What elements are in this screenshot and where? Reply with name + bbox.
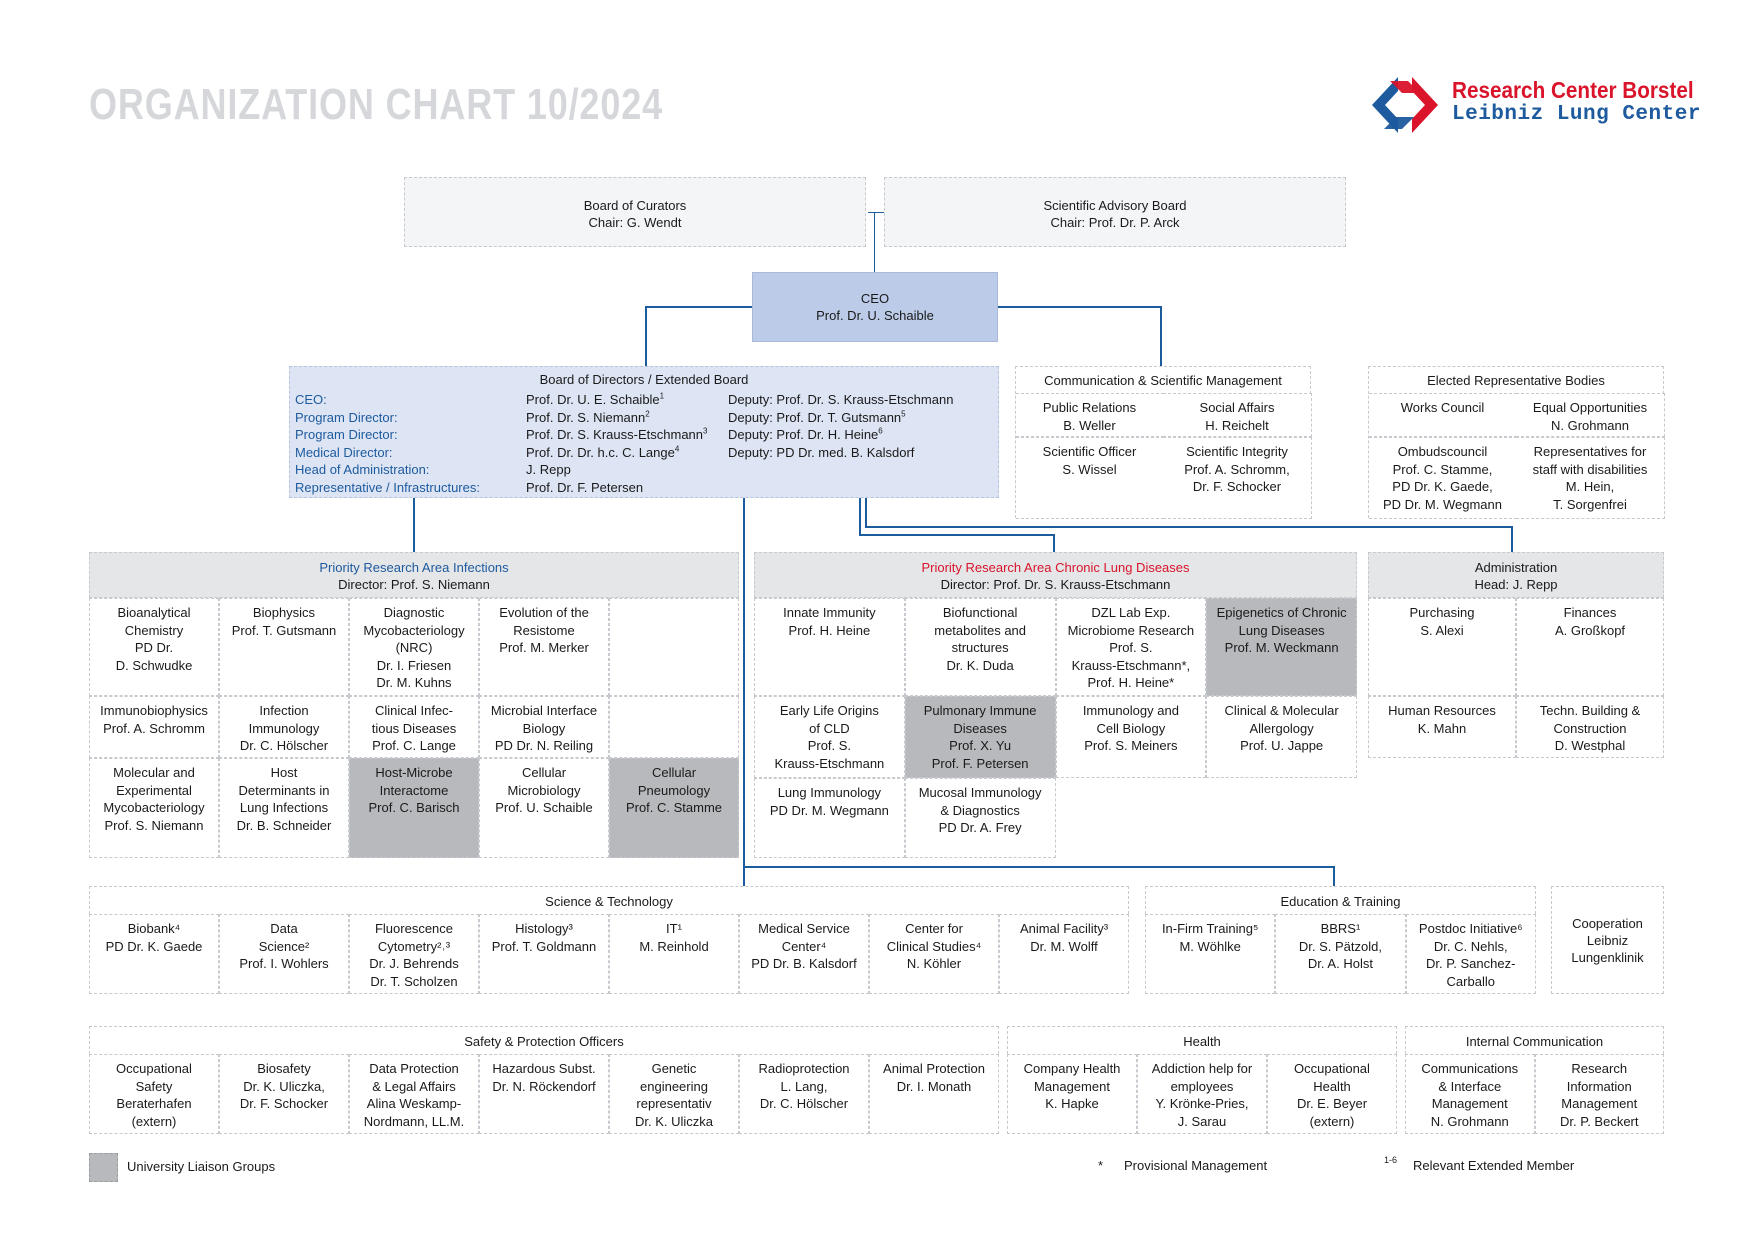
- infections-cell-line: Resistome: [513, 622, 575, 638]
- health-cell-line: K. Hapke: [1045, 1096, 1099, 1111]
- scitech-cell-4: [479, 914, 609, 994]
- chronic-cell-line: Clinical & Molecular: [1224, 703, 1339, 718]
- chronic-cell-line: Biofunctional: [942, 605, 1018, 620]
- comm-cell-2: [1163, 393, 1312, 437]
- comm-cell-3: [1016, 437, 1164, 519]
- safety-cell-line: Occupational: [116, 1061, 192, 1076]
- internal-cell-1: [1405, 1054, 1535, 1134]
- scitech-cell-line: IT¹: [666, 921, 682, 936]
- safety-cell-line: representativ: [636, 1096, 712, 1111]
- elected-cell-person-line: PD Dr. M. Wegmann: [1383, 496, 1502, 512]
- chronic-cell-line: Innate Immunity: [783, 605, 876, 620]
- infections-cell-line: Prof. U. Schaible: [495, 800, 593, 815]
- scientific-advisory-board: [884, 177, 1346, 247]
- chronic-cell-line: Diseases: [953, 720, 1007, 736]
- scitech-cell-line: Prof. I. Wohlers: [239, 956, 329, 971]
- comm-title: Communication & Scientific Management: [1044, 373, 1282, 388]
- infections-cell-3: [349, 598, 479, 696]
- infections-cell-5: [89, 696, 219, 758]
- chronic-cell-line: metabolites and: [934, 622, 1027, 638]
- chronic-cell-line: Prof. X. Yu: [949, 738, 1012, 753]
- admin-cell-line: Purchasing: [1409, 605, 1475, 620]
- admin-header: [1368, 552, 1664, 598]
- board-member: Prof. Dr. S. Krauss-Etschmann$^3$: [526, 426, 708, 442]
- chronic-cell-10: [905, 778, 1056, 858]
- internal-title: Internal Communication: [1465, 1034, 1604, 1049]
- chronic-cell-line: Prof. S.: [807, 738, 852, 753]
- scitech-cell-line: Animal Facility³: [1019, 921, 1109, 936]
- scitech-cell-line: PD Dr. B. Kalsdorf: [751, 956, 857, 971]
- health-cell-line: Addiction help for: [1151, 1061, 1253, 1076]
- internal-cell-line: N. Grohmann: [1430, 1113, 1509, 1129]
- infections-cell-line: Determinants in: [238, 782, 330, 798]
- logo-line2: Leibniz Lung Center: [1452, 103, 1701, 126]
- chronic-cell-line: of CLD: [809, 720, 850, 736]
- elected-cell-title-line: Equal Opportunities: [1532, 400, 1648, 415]
- infections-cell-9: [89, 758, 219, 858]
- safety-cell-6: [739, 1054, 869, 1134]
- board-of-curators: [404, 177, 866, 247]
- admin-cell-line: Human Resources: [1388, 703, 1496, 718]
- scitech-cell-3: [349, 914, 479, 994]
- comm-cell-title-line: Scientific Integrity: [1186, 444, 1288, 459]
- education-cell-line: BBRS¹: [1320, 921, 1361, 936]
- ceo-name: Prof. Dr. U. Schaible: [816, 308, 934, 323]
- infections-cell-line: Chemistry: [124, 622, 184, 638]
- scitech-cell-line: Center⁴: [781, 938, 827, 954]
- elected-cell-2: [1516, 393, 1665, 437]
- infections-cell-line: D. Schwudke: [115, 657, 193, 673]
- cooperation-line: Cooperation: [1572, 916, 1643, 931]
- comm-cell-person-line: S. Wissel: [1062, 461, 1117, 477]
- infections-cell-line: Mycobacteriology: [103, 800, 205, 815]
- infections-cell-line: PD Dr.: [134, 640, 174, 655]
- advisory-chair: Chair: Prof. Dr. P. Arck: [1050, 215, 1180, 230]
- chronic-cell-line: Pulmonary Immune: [923, 703, 1037, 718]
- scitech-cell-line: Clinical Studies⁴: [886, 938, 982, 954]
- infections-cell-line: Mycobacteriology: [363, 622, 465, 638]
- infections-cell-2: [219, 598, 349, 696]
- infections-cell-line: Biology: [522, 720, 566, 736]
- chronic-cell-line: Prof. F. Petersen: [931, 755, 1029, 771]
- board-deputy: Deputy: Prof. Dr. S. Krauss-Etschmann: [728, 392, 954, 407]
- safety-cell-line: L. Lang,: [780, 1078, 828, 1094]
- scitech-cell-line: Prof. T. Goldmann: [491, 938, 597, 954]
- comm-cell-person-line: H. Reichelt: [1205, 417, 1269, 433]
- infections-cell-line: tious Diseases: [371, 720, 457, 736]
- chronic-director: Director: Prof. Dr. S. Krauss-Etschmann: [940, 577, 1171, 592]
- chronic-cell-4: [1206, 598, 1357, 696]
- safety-cell-line: Alina Weskamp-: [366, 1096, 462, 1111]
- safety-cell-line: & Legal Affairs: [372, 1078, 456, 1094]
- comm-cell-4: [1163, 437, 1312, 519]
- education-cell-line: M. Wöhlke: [1179, 938, 1241, 954]
- board-member: Prof. Dr. F. Petersen: [526, 479, 644, 495]
- legend-provisional-mark: *: [1098, 1158, 1104, 1173]
- admin-cell-line: S. Alexi: [1420, 622, 1464, 638]
- scitech-cell-line: M. Reinhold: [639, 938, 709, 954]
- infections-cell-line: Biophysics: [252, 605, 316, 620]
- board-member: Prof. Dr. U. E. Schaible$^1$: [526, 391, 665, 407]
- scitech-cell-5: [609, 914, 739, 994]
- infections-cell-1: [89, 598, 219, 696]
- admin-cell-line: Construction: [1553, 720, 1627, 736]
- page-title: ORGANIZATION CHART 10/2024: [89, 80, 663, 129]
- scitech-cell-6: [739, 914, 869, 994]
- chronic-cell-line: Prof. H. Heine: [788, 622, 871, 638]
- chronic-cell-line: Lung Diseases: [1238, 622, 1325, 638]
- scitech-cell-line: N. Köhler: [906, 956, 962, 971]
- health-cell-line: (extern): [1309, 1113, 1355, 1129]
- infections-cell-line: Prof. T. Gutsmann: [231, 622, 337, 638]
- internal-cell-line: Information: [1566, 1078, 1632, 1094]
- education-cell-line: Dr. C. Nehls,: [1433, 938, 1508, 954]
- legend-provisional: Provisional Management: [1124, 1158, 1268, 1173]
- infections-cell-line: Interactome: [379, 782, 449, 798]
- infections-cell-line: Immunobiophysics: [100, 703, 208, 718]
- safety-cell-line: Dr. K. Uliczka: [634, 1113, 713, 1129]
- infections-cell-line: Prof. C. Barisch: [368, 800, 460, 815]
- board-of-directors: [289, 366, 999, 498]
- scitech-cell-8: [999, 914, 1129, 994]
- elected-cell-title-line: Ombudscouncil: [1397, 444, 1488, 459]
- safety-cell-line: engineering: [640, 1078, 708, 1094]
- infections-cell-line: Host-Microbe: [375, 765, 453, 780]
- infections-cell-line: Bioanalytical: [117, 605, 191, 620]
- chronic-cell-line: Allergology: [1249, 720, 1314, 736]
- health-cell-2: [1137, 1054, 1267, 1134]
- elected-cell-4: [1516, 437, 1665, 519]
- chronic-header: [754, 552, 1357, 598]
- chronic-cell-line: DZL Lab Exp.: [1091, 605, 1171, 620]
- infections-cell-4: [479, 598, 609, 696]
- chronic-cell-line: Early Life Origins: [779, 703, 879, 718]
- education-cell-line: Dr. P. Sanchez-: [1426, 956, 1516, 971]
- cooperation-box: [1551, 886, 1664, 994]
- health-cell-line: employees: [1170, 1078, 1234, 1094]
- logo-line1: Research Center Borstel: [1452, 77, 1694, 103]
- chronic-cell-line: Prof. M. Weckmann: [1224, 640, 1339, 655]
- admin-head: Head: J. Repp: [1474, 577, 1558, 592]
- infections-cell-line: Experimental: [116, 782, 192, 798]
- infections-cell-line: Prof. M. Merker: [499, 640, 589, 655]
- admin-cell-line: D. Westphal: [1554, 738, 1626, 753]
- logo-mark-icon: [1368, 75, 1448, 135]
- education-cell-2: [1275, 914, 1405, 994]
- infections-cell-line: Immunology: [248, 720, 320, 736]
- safety-cell-line: Hazardous Subst.: [492, 1061, 596, 1076]
- elected-cell-person-line: N. Grohmann: [1550, 417, 1630, 433]
- chronic-cell-8: [1206, 696, 1357, 778]
- chronic-cell-line: Mucosal Immunology: [918, 785, 1042, 800]
- elected-cell-person-line: Prof. C. Stamme,: [1392, 461, 1493, 477]
- comm-cell-person-line: Prof. A. Schromm,: [1184, 461, 1290, 477]
- board-member: Prof. Dr. S. Niemann$^2$: [526, 409, 650, 425]
- safety-cell-4: [479, 1054, 609, 1134]
- infections-cell-line: Prof. S. Niemann: [104, 817, 204, 833]
- scitech-cell-line: Science²: [258, 938, 310, 954]
- internal-cell-line: & Interface: [1438, 1078, 1502, 1094]
- admin-cell-line: A. Großkopf: [1554, 622, 1626, 638]
- infections-cell-line: Dr. I. Friesen: [376, 657, 452, 673]
- admin-cell-3: [1368, 696, 1516, 758]
- board-deputy: Deputy: Prof. Dr. T. Gutsmann$^5$: [728, 409, 906, 425]
- safety-cell-line: Beraterhafen: [116, 1096, 192, 1111]
- board-title: Board of Directors / Extended Board: [539, 372, 749, 387]
- internal-cell-line: Management: [1431, 1096, 1508, 1111]
- communication-management: [1015, 366, 1311, 518]
- infections-cell-line: PD Dr. N. Reiling: [494, 738, 594, 753]
- health-cell-line: Management: [1034, 1078, 1110, 1094]
- safety-cell-line: Biosafety: [257, 1061, 311, 1076]
- internal-cell-line: Management: [1561, 1096, 1638, 1111]
- scitech-cell-line: Medical Service: [758, 921, 850, 936]
- health-cell-line: Health: [1313, 1078, 1351, 1094]
- infections-cell-10: [219, 758, 349, 858]
- cooperation-text: [1552, 915, 1663, 966]
- chronic-cell-line: Cell Biology: [1096, 720, 1166, 736]
- scitech-title: Science & Technology: [545, 894, 673, 909]
- chronic-cell-line: structures: [951, 640, 1009, 655]
- safety-cell-line: Dr. C. Hölscher: [759, 1096, 849, 1111]
- chronic-cell-line: Microbiome Research: [1067, 622, 1195, 638]
- infections-cell-line: Prof. A. Schromm: [103, 720, 205, 736]
- comm-cell-person-line: B. Weller: [1063, 417, 1116, 433]
- chronic-cell-line: PD Dr. M. Wegmann: [769, 802, 889, 818]
- admin-cell-line: K. Mahn: [1417, 720, 1467, 736]
- safety-cell-line: Dr. F. Schocker: [239, 1096, 329, 1111]
- chronic-cell-line: Prof. H. Heine*: [1087, 675, 1175, 690]
- infections-cell-line: Cellular: [521, 765, 567, 780]
- elected-cell-person-line: PD Dr. K. Gaede,: [1392, 479, 1493, 494]
- safety-cell-5: [609, 1054, 739, 1134]
- safety-cell-line: Dr. K. Uliczka,: [243, 1078, 325, 1094]
- legend-extended-mark: 1-6: [1384, 1155, 1398, 1165]
- chronic-cell-line: & Diagnostics: [940, 802, 1020, 818]
- chronic-cell-9: [754, 778, 905, 858]
- elected-cell-title-line: Works Council: [1400, 400, 1485, 415]
- education-cell-line: Dr. S. Pätzold,: [1298, 938, 1382, 954]
- scitech-cell-line: Data: [270, 921, 298, 936]
- elected-cell-title-line: staff with disabilities: [1532, 461, 1648, 477]
- education-cell-1: [1145, 914, 1275, 994]
- elected-cell-3: [1369, 437, 1517, 519]
- infections-director: Director: Prof. S. Niemann: [338, 577, 490, 592]
- legend-extended: Relevant Extended Member: [1413, 1158, 1575, 1173]
- infections-cell-12: [479, 758, 609, 858]
- infections-cell-line: Host: [270, 765, 298, 780]
- elected-cell-1: [1369, 393, 1517, 437]
- board-deputy: Deputy: Prof. Dr. H. Heine$^6$: [728, 426, 883, 442]
- board-role: Program Director:: [295, 427, 398, 442]
- elected-cell-person-line: M. Hein,: [1565, 479, 1615, 494]
- infections-cell-line: Microbiology: [507, 782, 581, 798]
- infections-cell-line: Microbial Interface: [490, 703, 598, 718]
- safety-cell-line: Dr. N. Röckendorf: [492, 1078, 596, 1094]
- infections-header: [89, 552, 739, 598]
- chronic-cell-line: Epigenetics of Chronic: [1216, 605, 1347, 620]
- liaison-swatch: [89, 1153, 118, 1182]
- infections-empty-cell: [609, 696, 739, 758]
- logo: [1368, 75, 1701, 135]
- comm-cell-person-line: Dr. F. Schocker: [1192, 479, 1282, 494]
- safety-title: Safety & Protection Officers: [464, 1034, 624, 1049]
- internal-cell-line: Dr. P. Beckert: [1559, 1113, 1639, 1129]
- health-cell-line: Y. Krönke-Pries,: [1155, 1096, 1249, 1111]
- education-cell-line: Carballo: [1446, 973, 1495, 989]
- elected-title: Elected Representative Bodies: [1427, 373, 1605, 388]
- elected-cell-person-line: T. Sorgenfrei: [1553, 496, 1627, 512]
- safety-cell-line: Safety: [135, 1078, 173, 1094]
- comm-cell-title-line: Scientific Officer: [1042, 444, 1137, 459]
- infections-cell-line: Molecular and: [113, 765, 195, 780]
- scitech-cell-line: Fluorescence: [374, 921, 454, 936]
- ceo-title: CEO: [860, 291, 890, 306]
- internal-cell-line: Communications: [1421, 1061, 1519, 1076]
- chronic-title: Priority Research Area Chronic Lung Diseases: [921, 560, 1190, 575]
- health-cell-line: J. Sarau: [1177, 1113, 1227, 1129]
- chronic-cell-line: Lung Immunology: [777, 785, 882, 800]
- chronic-cell-line: Krauss-Etschmann*,: [1071, 657, 1191, 673]
- safety-cell-2: [219, 1054, 349, 1134]
- chronic-cell-7: [1056, 696, 1207, 778]
- infections-cell-line: Clinical Infec-: [374, 703, 454, 718]
- chronic-cell-line: Prof. S. Meiners: [1084, 738, 1178, 753]
- infections-cell-13: [609, 758, 739, 858]
- health-title: Health: [1183, 1034, 1221, 1049]
- comm-cell-title-line: Social Affairs: [1199, 400, 1275, 415]
- cooperation-line: Leibniz: [1586, 933, 1629, 948]
- elected-cell-title-line: Representatives for: [1533, 444, 1647, 459]
- curators-title: Board of Curators: [583, 198, 687, 213]
- curators-chair: Chair: G. Wendt: [588, 215, 682, 230]
- education-cell-line: In-Firm Training⁵: [1161, 921, 1259, 936]
- safety-cell-line: Genetic: [651, 1061, 697, 1076]
- scitech-cell-1: [89, 914, 219, 994]
- chronic-cell-1: [754, 598, 905, 696]
- health-cell-3: [1267, 1054, 1397, 1134]
- admin-cell-1: [1368, 598, 1516, 696]
- internal-cell-line: Research: [1571, 1061, 1628, 1076]
- board-role: CEO:: [295, 392, 327, 407]
- infections-empty-cell: [609, 598, 739, 696]
- chronic-cell-5: [754, 696, 905, 778]
- education-title: Education & Training: [1280, 894, 1401, 909]
- scitech-cell-7: [869, 914, 999, 994]
- chronic-cell-line: PD Dr. A. Frey: [938, 820, 1022, 835]
- scitech-cell-line: Biobank⁴: [127, 921, 181, 936]
- chronic-cell-6: [905, 696, 1056, 778]
- advisory-title: Scientific Advisory Board: [1043, 198, 1187, 213]
- safety-cell-line: Animal Protection: [883, 1061, 985, 1076]
- chronic-cell-line: Krauss-Etschmann: [774, 755, 885, 771]
- health-cell-line: Dr. E. Beyer: [1296, 1096, 1368, 1111]
- scitech-cell-line: Center for: [905, 921, 963, 936]
- infections-cell-6: [219, 696, 349, 758]
- scitech-cell-line: Dr. J. Behrends: [369, 956, 459, 971]
- education-cell-line: Dr. A. Holst: [1307, 956, 1373, 971]
- admin-title: Administration: [1474, 560, 1558, 575]
- infections-cell-8: [479, 696, 609, 758]
- chronic-cell-line: Immunology and: [1082, 703, 1179, 718]
- chronic-cell-line: Prof. U. Jappe: [1240, 738, 1324, 753]
- infections-cell-line: Pneumology: [637, 782, 711, 798]
- chronic-cell-2: [905, 598, 1056, 696]
- safety-cell-line: Dr. I. Monath: [896, 1078, 972, 1094]
- education-cell-line: Postdoc Initiative⁶: [1418, 921, 1523, 936]
- safety-cell-1: [89, 1054, 219, 1134]
- infections-cell-line: (NRC): [395, 640, 433, 655]
- cooperation-line: Lungenklinik: [1571, 950, 1644, 965]
- comm-cell-title-line: Public Relations: [1042, 400, 1137, 415]
- safety-cell-line: Radioprotection: [758, 1061, 850, 1076]
- scitech-cell-2: [219, 914, 349, 994]
- board-deputy: Deputy: PD Dr. med. B. Kalsdorf: [728, 444, 915, 460]
- comm-cell-1: [1016, 393, 1164, 437]
- board-member: J. Repp: [526, 462, 571, 477]
- infections-cell-line: Prof. C. Lange: [372, 738, 456, 753]
- health-cell-line: Occupational: [1294, 1061, 1370, 1076]
- infections-cell-line: Evolution of the: [499, 605, 589, 620]
- internal-cell-2: [1535, 1054, 1665, 1134]
- infections-cell-line: Dr. B. Schneider: [236, 817, 332, 833]
- board-role: Head of Administration:: [295, 462, 430, 477]
- elected-bodies: [1368, 366, 1664, 518]
- safety-cell-3: [349, 1054, 479, 1134]
- education-cell-3: [1406, 914, 1536, 994]
- scitech-cell-line: PD Dr. K. Gaede: [105, 938, 203, 954]
- chronic-cell-3: [1056, 598, 1207, 696]
- chronic-cell-line: Dr. K. Duda: [946, 657, 1014, 673]
- board-role: Medical Director:: [295, 444, 393, 460]
- board-role: Program Director:: [295, 409, 398, 425]
- infections-cell-7: [349, 696, 479, 758]
- health-cell-line: Company Health: [1023, 1061, 1121, 1076]
- ceo-box: [752, 272, 998, 342]
- safety-cell-line: Data Protection: [369, 1061, 459, 1076]
- safety-cell-7: [869, 1054, 999, 1134]
- scitech-cell-line: Dr. T. Scholzen: [370, 973, 458, 989]
- safety-cell-line: (extern): [131, 1113, 177, 1129]
- safety-cell-line: Nordmann, LL.M.: [363, 1113, 465, 1129]
- admin-cell-line: Finances: [1563, 605, 1617, 620]
- infections-title: Priority Research Area Infections: [319, 560, 509, 575]
- infections-cell-line: Prof. C. Stamme: [625, 800, 723, 815]
- infections-cell-line: Dr. C. Hölscher: [239, 738, 329, 753]
- infections-cell-11: [349, 758, 479, 858]
- infections-cell-line: Infection: [259, 703, 309, 718]
- infections-cell-line: Dr. M. Kuhns: [376, 675, 452, 690]
- admin-cell-2: [1516, 598, 1664, 696]
- health-cell-1: [1007, 1054, 1137, 1134]
- legend-liaison: University Liaison Groups: [127, 1159, 276, 1174]
- infections-cell-line: Lung Infections: [239, 800, 329, 815]
- admin-cell-line: Techn. Building &: [1539, 703, 1641, 718]
- admin-cell-4: [1516, 696, 1664, 758]
- infections-cell-line: Diagnostic: [383, 605, 445, 620]
- infections-cell-line: Cellular: [651, 765, 697, 780]
- scitech-cell-line: Dr. M. Wolff: [1030, 938, 1098, 954]
- scitech-cell-line: Histology³: [515, 921, 573, 936]
- board-member: Prof. Dr. Dr. h.c. C. Lange$^4$: [526, 444, 680, 460]
- scitech-cell-line: Cytometry²˒³: [377, 938, 451, 954]
- board-role: Representative / Infrastructures:: [295, 479, 480, 495]
- chronic-cell-line: Prof. S.: [1109, 640, 1153, 655]
